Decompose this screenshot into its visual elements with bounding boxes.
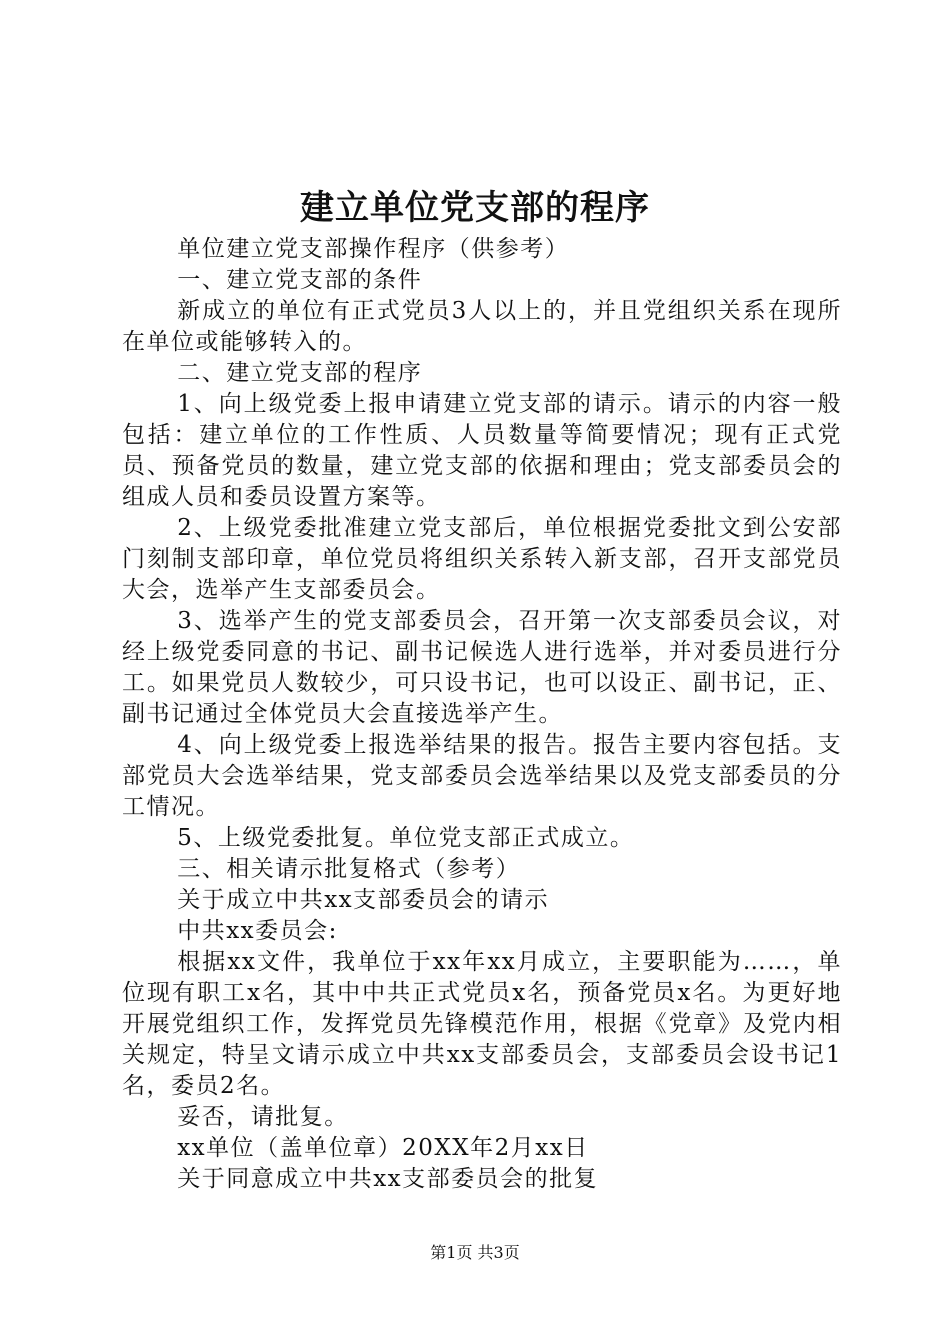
paragraph: 根据xx文件，我单位于xx年xx月成立，主要职能为……，单位现有职工x名，其中中共正式党员x名，预备党员x名。为更好地开展党组织工作，发挥党员先锋模范作用，根据《党章》及党内相关规定，特呈文请示成立中共xx支部委员会，支部委员会设书记1名，委员2名。 (122, 949, 842, 1099)
paragraph: 关于成立中共xx支部委员会的请示 (177, 887, 550, 913)
paragraph: xx单位（盖单位章）20XX年2月xx日 (177, 1135, 589, 1161)
paragraph: 5、上级党委批复。单位党支部正式成立。 (177, 825, 635, 851)
paragraph: 妥否，请批复。 (177, 1104, 349, 1130)
section-heading: 一、建立党支部的条件 (177, 267, 423, 293)
paragraph: 4、向上级党委上报选举结果的报告。报告主要内容包括。支部党员大会选举结果，党支部委员会选举结果以及党支部委员的分工情况。 (122, 732, 842, 820)
paragraph: 新成立的单位有正式党员3人以上的，并且党组织关系在现所在单位或能够转入的。 (122, 298, 842, 355)
paragraph: 1、向上级党委上报申请建立党支部的请示。请示的内容一般包括：建立单位的工作性质、人员数量等简要情况；现有正式党员、预备党员的数量，建立党支部的依据和理由；党支部委员会的组成人员和委员设置方案等。 (122, 391, 842, 510)
section-heading: 二、建立党支部的程序 (177, 360, 423, 386)
paragraph: 2、上级党委批准建立党支部后，单位根据党委批文到公安部门刻制支部印章，单位党员将组织关系转入新支部，召开支部党员大会，选举产生支部委员会。 (122, 515, 842, 603)
paragraph: 单位建立党支部操作程序（供参考） (177, 236, 570, 262)
document-body (122, 234, 842, 1195)
paragraph: 中共xx委员会: (177, 918, 338, 944)
paragraph: 3、选举产生的党支部委员会，召开第一次支部委员会议，对经上级党委同意的书记、副书记候选人进行选举，并对委员进行分工。如果党员人数较少，可只设书记，也可以设正、副书记，正、副书记通过全体党员大会直接选举产生。 (122, 608, 842, 727)
section-heading: 三、相关请示批复格式（参考） (177, 856, 521, 882)
page-title: 建立单位党支部的程序 (300, 188, 650, 228)
paragraph: 关于同意成立中共xx支部委员会的批复 (177, 1166, 599, 1192)
page-footer: 第1页 共3页 (430, 1243, 520, 1262)
